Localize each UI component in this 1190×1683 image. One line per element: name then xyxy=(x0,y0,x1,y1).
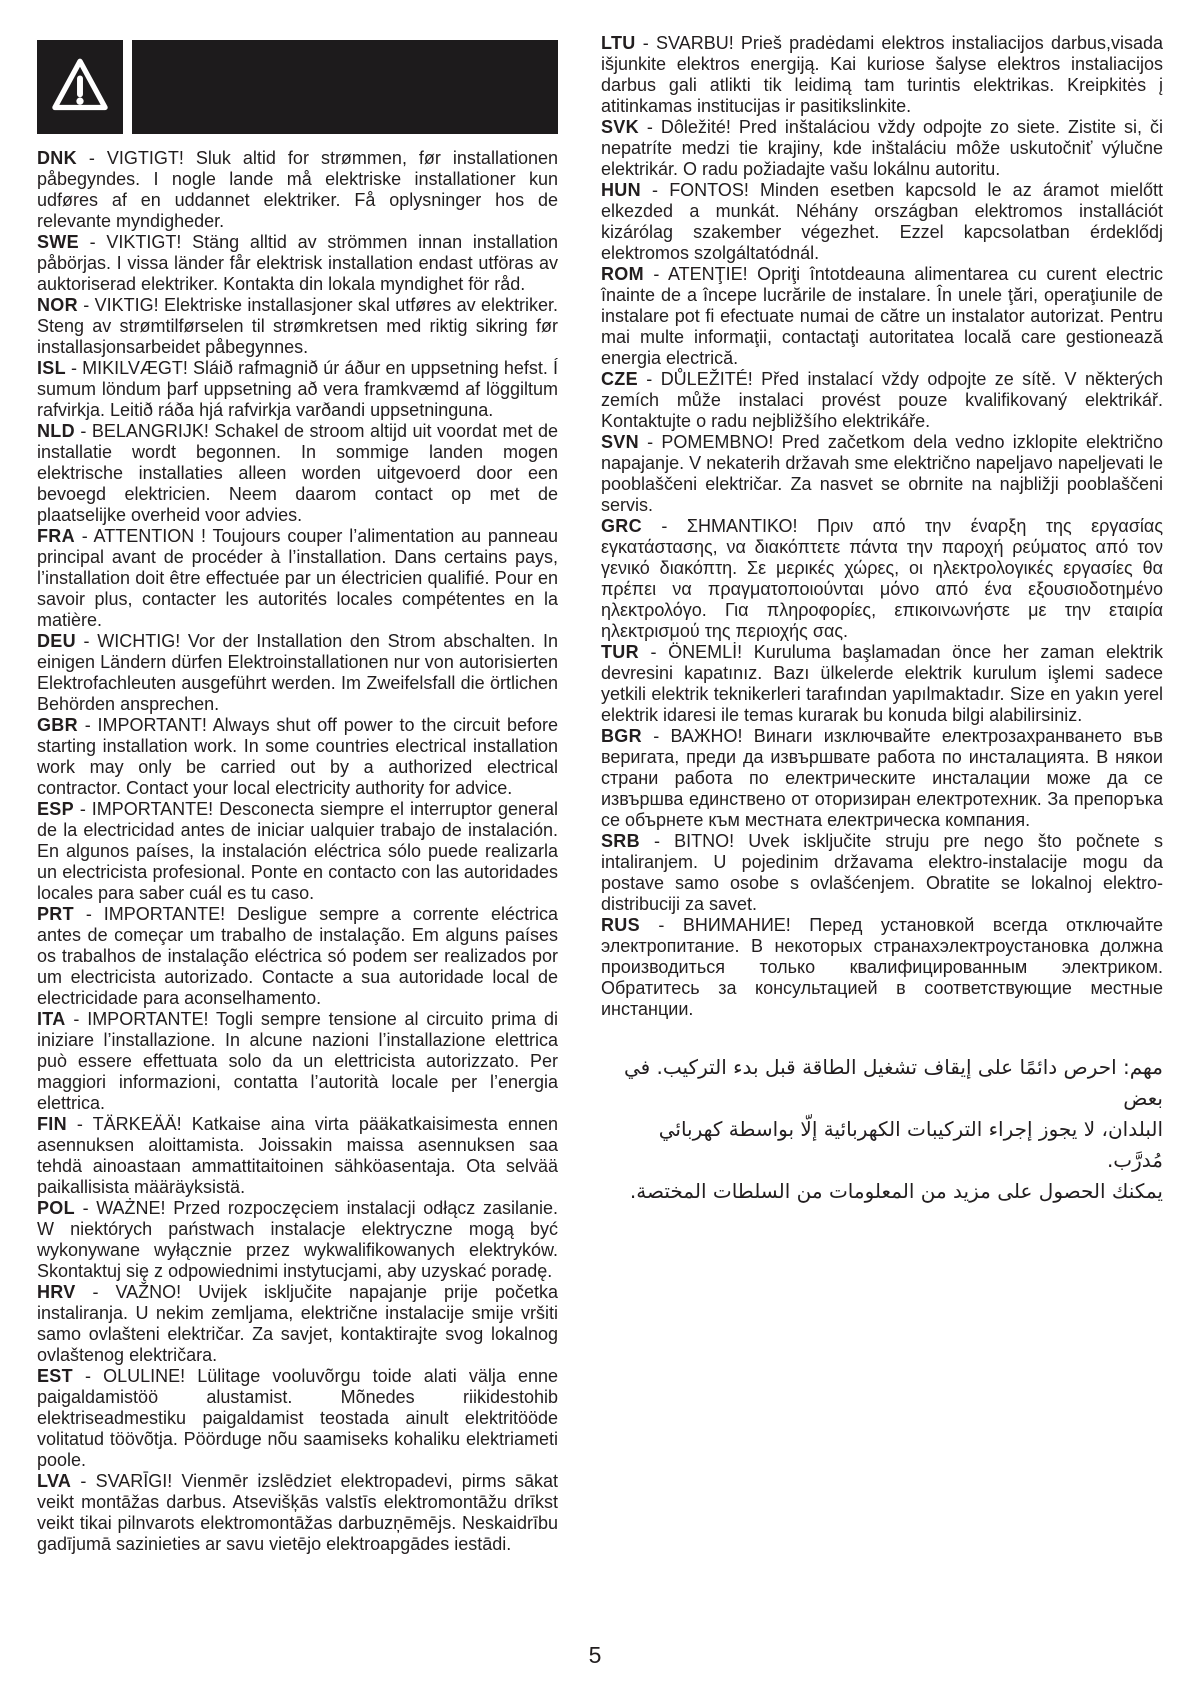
language-code: SVN xyxy=(601,432,639,452)
warning-text: BITNO! Uvek isključite struju pre nego što počnete s intaliranjem. U pojedinim državama elektro-instalacije mogu da postave samo osobe s ovlašćenjem. Obratite se lokalnoj elektro-distribuciji za savet. xyxy=(601,831,1163,914)
warning-lva xyxy=(37,1471,558,1555)
language-code: TUR xyxy=(601,642,639,662)
warning-text: IMPORTANT! Always shut off power to the circuit before starting installation work. In some countries electrical installation work may only be carried out by a authorized electrical contractor. Contact your local electricity authority for advice. xyxy=(37,715,558,798)
warning-hrv xyxy=(37,1282,558,1366)
warning-nld xyxy=(37,421,558,526)
language-code: POL xyxy=(37,1198,75,1218)
language-code: GBR xyxy=(37,715,78,735)
warning-text: SVARBU! Prieš pradėdami elektros instaliacijos darbus,visada išjunkite elektros energiją. Kai kuriose šalyse elektros instaliacijos darbus gali atlikti tik leidimą tam turintis elektrikas. Kreipkitės į atitinkamas institucijas ir pasitikslinkite. xyxy=(601,33,1164,116)
warning-text: MIKILVÆGT! Sláið rafmagnið úr áður en uppsetning hefst. Í sumum löndum þarf uppsetning að vera framkvæmd af löggiltum rafvirkja. Leitið ráða hjá rafvirkja varðandi uppsetninguna. xyxy=(37,358,558,420)
language-code: FIN xyxy=(37,1114,67,1134)
warning-text: Dôležité! Pred inštaláciou vždy odpojte zo siete. Zistite si, či nepatríte medzi tie krajiny, kde inštaláciu môže uskutočniť výlučne elektrikár. O radu požiadajte vašu lokálnu autoritu. xyxy=(601,117,1164,179)
warning-grc xyxy=(601,516,1163,642)
warning-text: SVARĪGI! Vienmēr izslēdziet elektropadevi, pirms sākat veikt montāžas darbus. Atsevišķās valstīs elektromontāžu drīkst veikt tikai pilnvarots elektromontāžas darbuzņēmējs. Neskaidrību gadījumā sazinieties ar savu vietējo elektroapgādes iestādi. xyxy=(37,1471,558,1554)
page-number: 5 xyxy=(588,1642,602,1668)
warning-text: DŮLEŽITÉ! Před instalací vždy odpojte ze sítě. V některých zemích může instalaci provést pouze kvalifikovaný elektrikář. Kontaktujte o radu nejbližšího elektrikáře. xyxy=(601,369,1163,431)
warning-prt xyxy=(37,904,558,1009)
warning-text: VIGTIGT! Sluk altid for strømmen, før installationen påbegyndes. I nogle lande må elektriske installationer kun udføres af en uddannet elektriker. Få oplysninger hos de relevante myndigheder. xyxy=(37,148,558,231)
warning-ltu xyxy=(601,33,1163,117)
language-code: ROM xyxy=(601,264,644,284)
separator: - xyxy=(641,726,671,746)
left-column xyxy=(37,40,558,1555)
separator: - xyxy=(77,715,98,735)
warning-est xyxy=(37,1366,558,1471)
language-code: CZE xyxy=(601,369,638,389)
language-code: LVA xyxy=(37,1471,72,1491)
separator: - xyxy=(71,1471,96,1491)
warning-tur xyxy=(601,642,1163,726)
arabic-line: مهم: احرص دائمًا على إيقاف تشغيل الطاقة قبل بدء التركيب. في بعض xyxy=(623,1055,1163,1110)
warning-text: OLULINE! Lülitage vooluvõrgu toide alati välja enne paigaldamistöö alustamist. Mõnedes riikidestohib elektriseadmestiku paigaldamist teostada ainult elektritööde volitatud töövõtja. Pöörduge nõu saamiseks kohaliku elektriameti poole. xyxy=(37,1366,558,1470)
separator: - xyxy=(640,180,670,200)
warning-text: ÖNEMLİ! Kuruluma başlamadan önce her zaman elektrik devresini kapatınız. Bazı ülkelerde elektrik kurulum işlemi sadece yetkili elektrik teknikerleri tarafından yapılmaktadır. Size en yakın yerel elektrik idaresi ile temas kurarak bu konuda bilgi alabilirsiniz. xyxy=(601,642,1163,725)
warning-text: BELANGRIJK! Schakel de stroom altijd uit voordat met de installatie wordt begonnen. In sommige landen mogen elektrische installaties alleen worden uitgevoerd door een bevoegd elektricien. Neem daarom contact op met de plaatselijke overheid voor advies. xyxy=(37,421,558,525)
warning-text: TÄRKEÄÄ! Katkaise aina virta pääkatkaisimesta ennen asennuksen aloittamista. Joissakin maissa asennuksen saa tehdä ainoastaan ammattitaitoinen sähköasentaja. Ota selvää paikallisista määräyksistä. xyxy=(37,1114,559,1197)
warning-fin xyxy=(37,1114,558,1198)
warning-isl xyxy=(37,358,558,421)
language-code: SWE xyxy=(37,232,79,252)
warning-ita xyxy=(37,1009,558,1114)
separator: - xyxy=(637,369,661,389)
warning-text: ATTENTION ! Toujours couper l’alimentation au panneau principal avant de procéder à l’installation. Dans certains pays, l’installation doit être effectuée par un électricien qualifié. Pour en savoir plus, contacter les autorités locales compétentes en la matière. xyxy=(37,526,558,630)
language-code: ISL xyxy=(37,358,66,378)
arabic-line: يمكنك الحصول على مزيد من المعلومات من السلطات المختصة. xyxy=(629,1179,1163,1203)
separator: - xyxy=(638,642,669,662)
warning-text: WICHTIG! Vor der Installation den Strom abschalten. In einigen Ländern dürfen Elektroinstallationen nur von autorisierten Elektrofachleuten ausgeführt werden. Im Zweifelsfall die örtlichen Behörden ansprechen. xyxy=(37,631,558,714)
language-code: NLD xyxy=(37,421,75,441)
language-code: BGR xyxy=(601,726,642,746)
language-code: GRC xyxy=(601,516,642,536)
warning-esp xyxy=(37,799,558,904)
language-code: FRA xyxy=(37,526,75,546)
separator: - xyxy=(638,432,662,452)
separator: - xyxy=(73,799,92,819)
warning-nor xyxy=(37,295,558,358)
warning-text: ВНИМАНИЕ! Перед установкой всегда отключайте электропитание. В некоторых странахэлектроустановка должна производиться только квалифицированным электриком. Обратитесь за консультацией в соответствующие местные инстанции. xyxy=(601,915,1164,1019)
warning-text: FONTOS! Minden esetben kapcsold le az áramot mielőtt elkezded a munkát. Néhány országban elektromos installációt kizárólag szakember végezhet. Ezzel kapcsolatban érdeklődj elektromos szolgáltatódnál. xyxy=(601,180,1164,263)
warning-text: VAŽNO! Uvijek isključite napajanje prije početka instaliranja. U nekim zemljama, električne instalacije smije vršiti samo ovlašteni električar. Za savjet, kontaktirajte svog lokalnog ovlaštenog električara. xyxy=(37,1282,558,1365)
warning-hun xyxy=(601,180,1163,264)
warning-swe xyxy=(37,232,558,295)
warning-srb xyxy=(601,831,1163,915)
language-code: RUS xyxy=(601,915,640,935)
warning-bgr xyxy=(601,726,1163,831)
separator: - xyxy=(75,1282,116,1302)
warning-svk xyxy=(601,117,1163,180)
warning-text: VIKTIG! Elektriske installasjoner skal utføres av elektriker. Steng av strømtilførselen til strømkretsen med riktig sikring før installasjonsarbeidet påbegynnes. xyxy=(37,295,558,357)
warning-text: WAŻNE! Przed rozpoczęciem instalacji odłącz zasilanie. W niektórych państwach instalacje elektryczne mogą być wykonywane wyłącznie przez wykwalifikowanych elektryków. Skontaktuj się z odpowiednimi instytucjami, aby uzyskać poradę. xyxy=(37,1198,558,1281)
separator: - xyxy=(74,421,92,441)
warning-header xyxy=(37,40,558,134)
separator: - xyxy=(639,915,683,935)
language-code: ESP xyxy=(37,799,74,819)
separator: - xyxy=(77,295,95,315)
warning-cze xyxy=(601,369,1163,432)
separator: - xyxy=(78,232,107,252)
language-code: ITA xyxy=(37,1009,66,1029)
language-code: HUN xyxy=(601,180,641,200)
warning-text: VIKTIGT! Stäng alltid av strömmen innan installation påbörjas. I vissa länder får elektrisk installation endast utföras av auktoriserad elektriker. Kontakta din lokala myndighet för råd. xyxy=(37,232,558,294)
warning-text: IMPORTANTE! Togli sempre tensione al circuito prima di iniziare l’installazione. In alcune nazioni l’installazione elettrica può essere effettuata solo da un elettricista autorizzato. Per maggiori informazioni, contatta l’autorità locale per l’energia elettrica. xyxy=(37,1009,558,1113)
warning-rus xyxy=(601,915,1163,1020)
language-code: HRV xyxy=(37,1282,76,1302)
separator: - xyxy=(74,1198,97,1218)
separator: - xyxy=(65,1009,88,1029)
separator: - xyxy=(643,264,668,284)
language-code: SRB xyxy=(601,831,640,851)
header-black-bar xyxy=(132,40,558,134)
warning-gbr xyxy=(37,715,558,799)
language-code: SVK xyxy=(601,117,639,137)
warning-text: POMEMBNO! Pred začetkom dela vedno izklopite električno napajanje. V nekaterih državah sme električno napeljavo napeljevati le pooblaščeni električar. Za nasvet se obrnite na najbližji pooblaščeni servis. xyxy=(601,432,1163,515)
separator: - xyxy=(74,526,94,546)
warning-text: IMPORTANTE! Desconecta siempre el interruptor general de la electricidad antes de iniciar ualquier trabajo de instalación. En algunos países, la instalación eléctrica sólo puede realizarla un electricista profesional. Ponte en contacto con las autoridades locales para saber cuál es tu caso. xyxy=(37,799,558,903)
separator: - xyxy=(72,1366,104,1386)
separator: - xyxy=(76,148,107,168)
language-code: NOR xyxy=(37,295,78,315)
warning-pol xyxy=(37,1198,558,1282)
separator: - xyxy=(635,33,657,53)
language-code: DEU xyxy=(37,631,76,651)
warning-deu xyxy=(37,631,558,715)
warning-fra xyxy=(37,526,558,631)
separator: - xyxy=(75,631,98,651)
right-column xyxy=(601,33,1163,1207)
warning-svn xyxy=(601,432,1163,516)
warning-text: ΣΗΜΑΝΤΙΚΟ! Πριν από την έναρξη της εργασίας εγκατάστασης, να διακόπτετε πάντα την παροχή ρεύματος από τον γενικό διακόπτη. Σε μερικές χώρες, οι ηλεκτρολογικές εργασίες θα πρέπει να πραγματοποιούνται μόνο από ένα εξουσιοδοτημένο ηλεκτρολόγο. Για πληροφορίες, επικοινωνήστε με την εταιρία ηλεκτρισμού της περιοχής σας. xyxy=(601,516,1164,641)
language-code: LTU xyxy=(601,33,636,53)
separator: - xyxy=(66,1114,93,1134)
warning-ara xyxy=(601,1052,1163,1207)
separator: - xyxy=(641,516,687,536)
language-code: DNK xyxy=(37,148,77,168)
separator: - xyxy=(65,358,83,378)
warning-rom xyxy=(601,264,1163,369)
warning-text: IMPORTANTE! Desligue sempre a corrente eléctrica antes de começar um trabalho de instalação. Em alguns países os trabalhos de instalação eléctrica só podem ser realizados por um electricista autorizado. Contacte a sua autoridade local de electricidade para aconselhamento. xyxy=(37,904,558,1008)
warning-text: ВАЖНО! Винаги изключвайте електрозахранването във веригата, преди да извършвате работа по инсталацията. В някои страни работа по електрическите инсталации може да се извършва единствено от оторизиран електротехник. За препоръка се обърнете към местната електрическа компания. xyxy=(601,726,1163,830)
separator: - xyxy=(638,117,661,137)
warning-dnk xyxy=(37,148,558,232)
warning-text: ATENŢIE! Opriţi întotdeauna alimentarea cu curent electric înainte de a începe lucrările de instalare. În unele ţări, operaţiunile de instalare pot fi efectuate numai de către un instalator autorizat. Pentru mai multe informaţii, contactaţi autoritatea locală care gestionează energia electrică. xyxy=(601,264,1163,368)
language-code: EST xyxy=(37,1366,73,1386)
separator: - xyxy=(639,831,675,851)
arabic-line: البلدان، لا يجوز إجراء التركيبات الكهربائية إلّا بواسطة كهربائي مُدرَّب. xyxy=(658,1117,1163,1172)
warning-triangle-icon xyxy=(37,40,123,134)
language-code: PRT xyxy=(37,904,74,924)
separator: - xyxy=(73,904,104,924)
